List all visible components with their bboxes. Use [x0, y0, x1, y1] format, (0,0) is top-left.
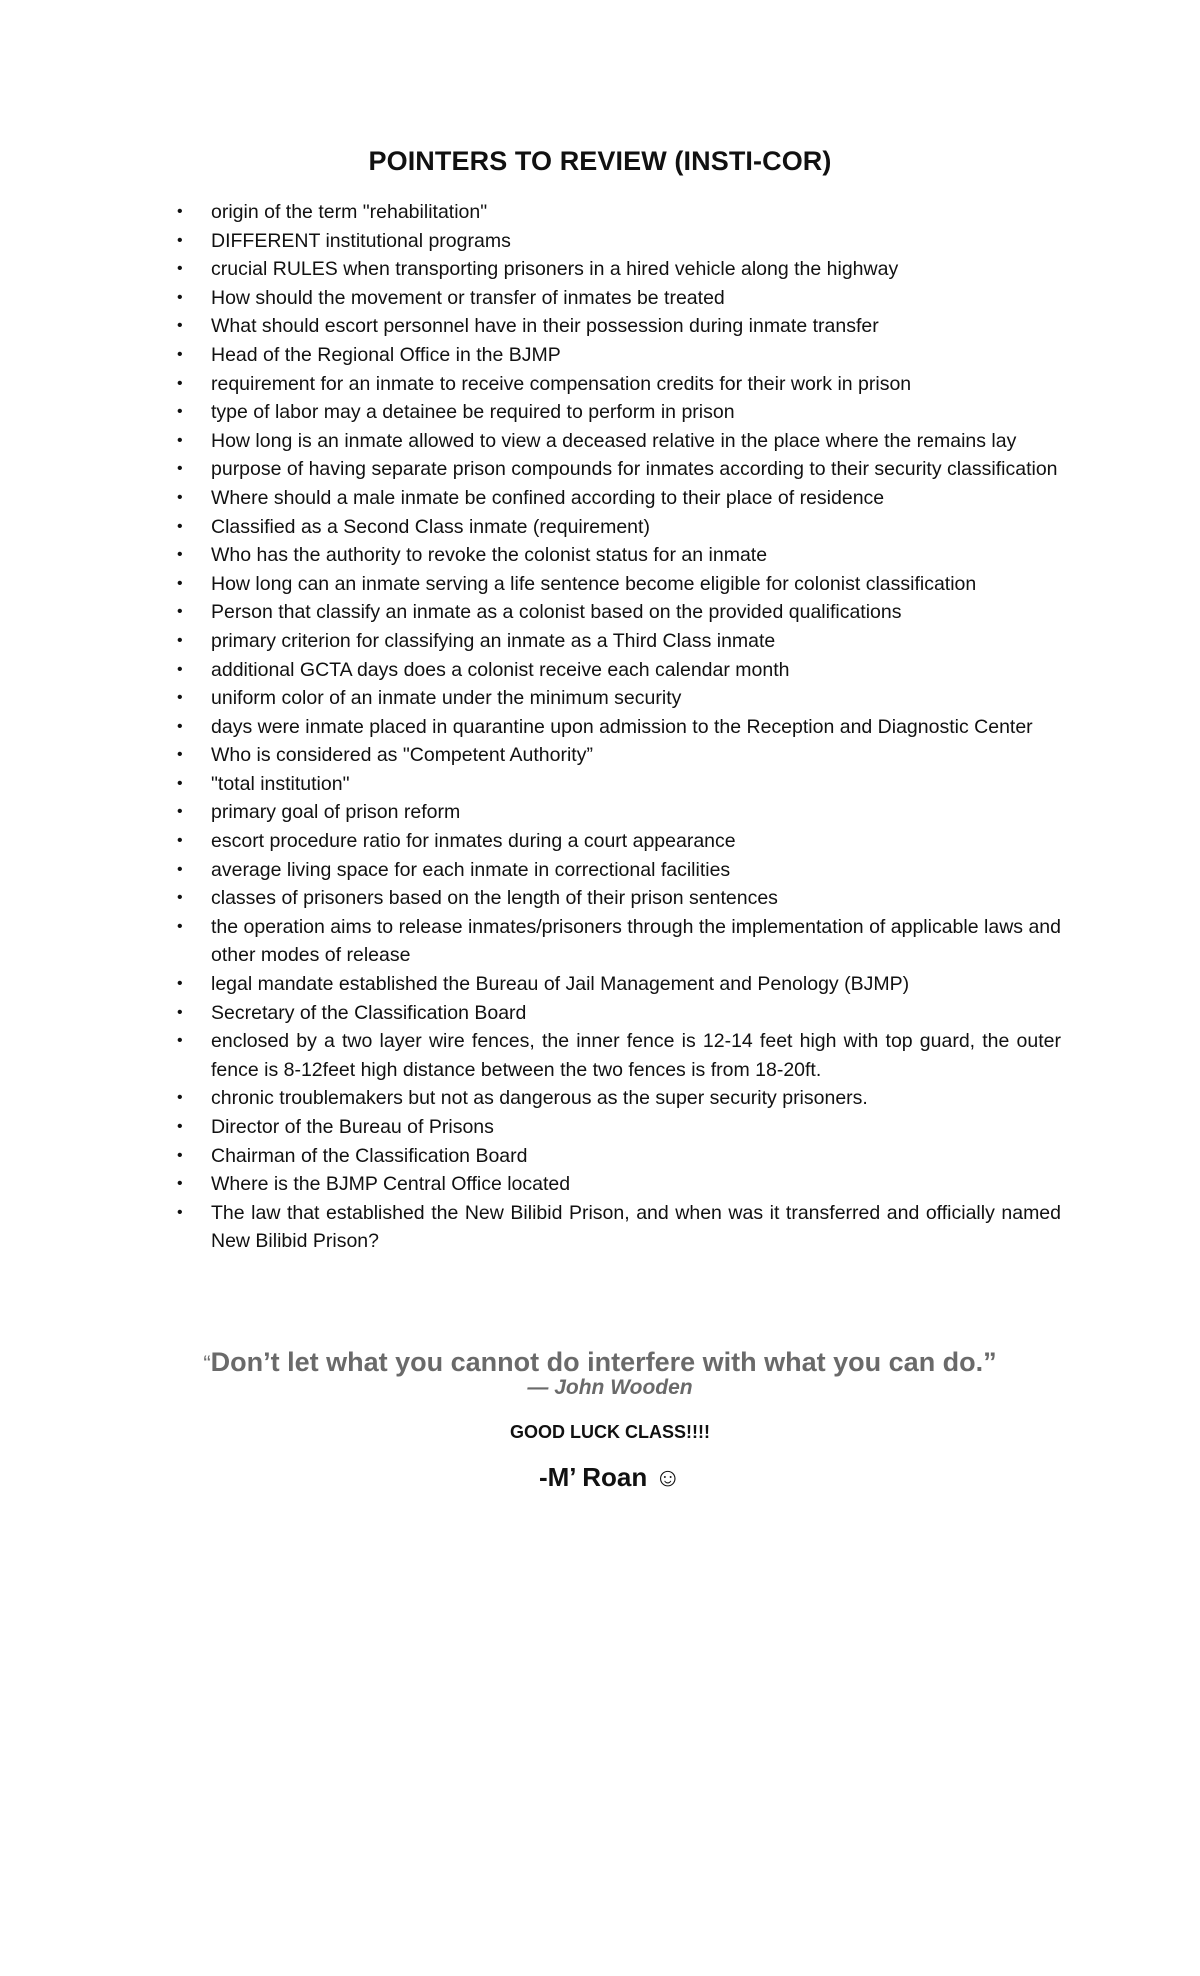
bullet-icon: • — [177, 917, 183, 935]
list-item-text: Chairman of the Classification Board — [211, 1144, 528, 1167]
list-item-text: Where should a male inmate be confined according to their place of residence — [211, 486, 885, 509]
list-item — [177, 913, 1061, 970]
list-item-text: purpose of having separate prison compounds for inmates according to their security classification — [211, 458, 1058, 481]
list-item-text: The law that established the New Bilibid Prison, and when was it transferred and officially named New Bilibid Prison? — [211, 1201, 1061, 1253]
document-title: POINTERS TO REVIEW (INSTI-COR) — [368, 146, 832, 176]
bullet-icon: • — [177, 746, 183, 764]
list-item-text: Person that classify an inmate as a colonist based on the provided qualifications — [211, 601, 902, 624]
list-item-text: DIFFERENT institutional programs — [211, 229, 511, 252]
bullet-icon: • — [177, 1203, 183, 1221]
list-item — [177, 1199, 1061, 1256]
list-item-text: classes of prisoners based on the length of their prison sentences — [211, 887, 778, 910]
list-item-text: How should the movement or transfer of inmates be treated — [211, 286, 725, 309]
bullet-icon: • — [177, 546, 183, 564]
list-item-text: uniform color of an inmate under the minimum security — [211, 687, 682, 710]
bullet-icon: • — [177, 975, 183, 993]
list-item — [177, 999, 1061, 1028]
list-item-text: Who has the authority to revoke the colonist status for an inmate — [211, 544, 768, 567]
list-item — [177, 856, 1061, 885]
list-item — [177, 1027, 1061, 1084]
list-item-text: origin of the term "rehabilitation" — [211, 201, 488, 223]
list-item-text: Director of the Bureau of Prisons — [211, 1116, 494, 1138]
list-item — [177, 570, 1061, 599]
quote-text-wrapper — [203, 1347, 996, 1377]
list-item — [177, 798, 1061, 827]
list-item-text: primary criterion for classifying an inmate as a Third Class inmate — [211, 629, 776, 652]
list-item-text: Where is the BJMP Central Office located — [211, 1173, 571, 1196]
list-item-text: Secretary of the Classification Board — [211, 1001, 527, 1024]
bullet-icon: • — [177, 288, 183, 306]
list-item — [177, 884, 1061, 913]
list-item — [177, 484, 1061, 513]
list-item — [177, 255, 1061, 284]
list-item-text: enclosed by a two layer wire fences, the inner fence is 12-14 feet high with top guard, the outer fence is 8-12feet high distance between the two fences is from 18-20ft. — [211, 1030, 1061, 1081]
bullet-icon: • — [177, 660, 183, 678]
bullet-icon: • — [177, 603, 183, 621]
list-item — [177, 198, 1061, 227]
list-item-text: What should escort personnel have in their possession during inmate transfer — [211, 315, 879, 338]
list-item — [177, 398, 1061, 427]
bullet-icon: • — [177, 460, 183, 478]
list-item — [177, 1142, 1061, 1171]
list-item-text: requirement for an inmate to receive compensation credits for their work in prison — [211, 372, 912, 395]
bullet-icon: • — [177, 774, 183, 792]
list-item — [177, 627, 1061, 656]
list-item-text: How long is an inmate allowed to view a deceased relative in the place where the remains lay — [211, 429, 1017, 452]
list-item-text: additional GCTA days does a colonist receive each calendar month — [211, 658, 790, 681]
bullet-icon: • — [177, 1089, 183, 1107]
list-item — [177, 598, 1061, 627]
list-item — [177, 541, 1061, 570]
bullet-icon: • — [177, 832, 183, 850]
list-item-text: primary goal of prison reform — [211, 801, 461, 824]
list-item — [177, 656, 1061, 685]
bullet-icon: • — [177, 1146, 183, 1164]
bullet-icon: • — [177, 260, 183, 278]
bullet-icon: • — [177, 1003, 183, 1021]
list-item-text: average living space for each inmate in correctional facilities — [211, 858, 731, 881]
bullet-icon: • — [177, 860, 183, 878]
list-item-text: Classified as a Second Class inmate (requirement) — [211, 515, 650, 538]
list-item-text: days were inmate placed in quarantine upon admission to the Reception and Diagnostic Center — [211, 715, 1033, 738]
list-item-text: crucial RULES when transporting prisoners in a hired vehicle along the highway — [211, 258, 899, 281]
list-item — [177, 427, 1061, 456]
bullet-icon: • — [177, 431, 183, 449]
quote-text: Don’t let what you cannot do interfere with what you can do.” — [210, 1347, 997, 1377]
list-item-text: type of labor may a detainee be required to perform in prison — [211, 401, 735, 424]
bullet-icon: • — [177, 231, 183, 249]
list-item-text: the operation aims to release inmates/prisoners through the implementation of applicable laws and other modes of release — [211, 915, 1061, 967]
list-item-text: escort procedure ratio for inmates during a court appearance — [211, 830, 736, 853]
bullet-icon: • — [177, 517, 183, 535]
list-item-text: legal mandate established the Bureau of Jail Management and Penology (BJMP) — [211, 973, 910, 996]
list-item — [177, 1084, 1061, 1113]
bullet-icon: • — [177, 317, 183, 335]
bullet-icon: • — [177, 1175, 183, 1193]
signature: -M’ Roan ☺ — [538, 1462, 682, 1492]
bullet-icon: • — [177, 403, 183, 421]
list-item — [177, 684, 1061, 713]
list-item-text: "total institution" — [211, 772, 350, 795]
list-item — [177, 312, 1061, 341]
bullet-icon: • — [177, 203, 183, 220]
list-item — [177, 513, 1061, 542]
bullet-icon: • — [177, 889, 183, 907]
list-item — [177, 1113, 1061, 1142]
bullet-icon: • — [177, 631, 183, 649]
bullet-icon: • — [177, 1118, 183, 1135]
list-item — [177, 227, 1061, 256]
bullet-icon: • — [177, 345, 183, 363]
list-item-text: How long can an inmate serving a life sentence become eligible for colonist classification — [211, 572, 977, 595]
list-item — [177, 713, 1061, 742]
list-item — [177, 770, 1061, 799]
list-item-text: chronic troublemakers but not as dangerous as the super security prisoners. — [211, 1087, 868, 1110]
quote-open-mark: “ — [203, 1351, 211, 1376]
list-item — [177, 284, 1061, 313]
bullet-icon: • — [177, 803, 183, 821]
bullet-icon: • — [177, 374, 183, 392]
list-item — [177, 970, 1061, 999]
bullet-icon: • — [177, 689, 183, 707]
list-item — [177, 455, 1061, 484]
list-item — [177, 341, 1061, 370]
pointer-list — [177, 198, 1061, 1256]
bullet-icon: • — [177, 488, 183, 506]
list-item-text: Who is considered as "Competent Authority” — [211, 744, 593, 767]
list-item-text: Head of the Regional Office in the BJMP — [211, 343, 561, 366]
bullet-icon: • — [177, 574, 183, 592]
bullet-icon: • — [177, 1032, 183, 1050]
quote-author: — John Wooden — [527, 1376, 693, 1399]
bullet-icon: • — [177, 717, 183, 735]
list-item — [177, 370, 1061, 399]
list-item — [177, 827, 1061, 856]
list-item — [177, 1170, 1061, 1199]
good-luck-message: GOOD LUCK CLASS!!!! — [510, 1422, 710, 1442]
list-item — [177, 741, 1061, 770]
